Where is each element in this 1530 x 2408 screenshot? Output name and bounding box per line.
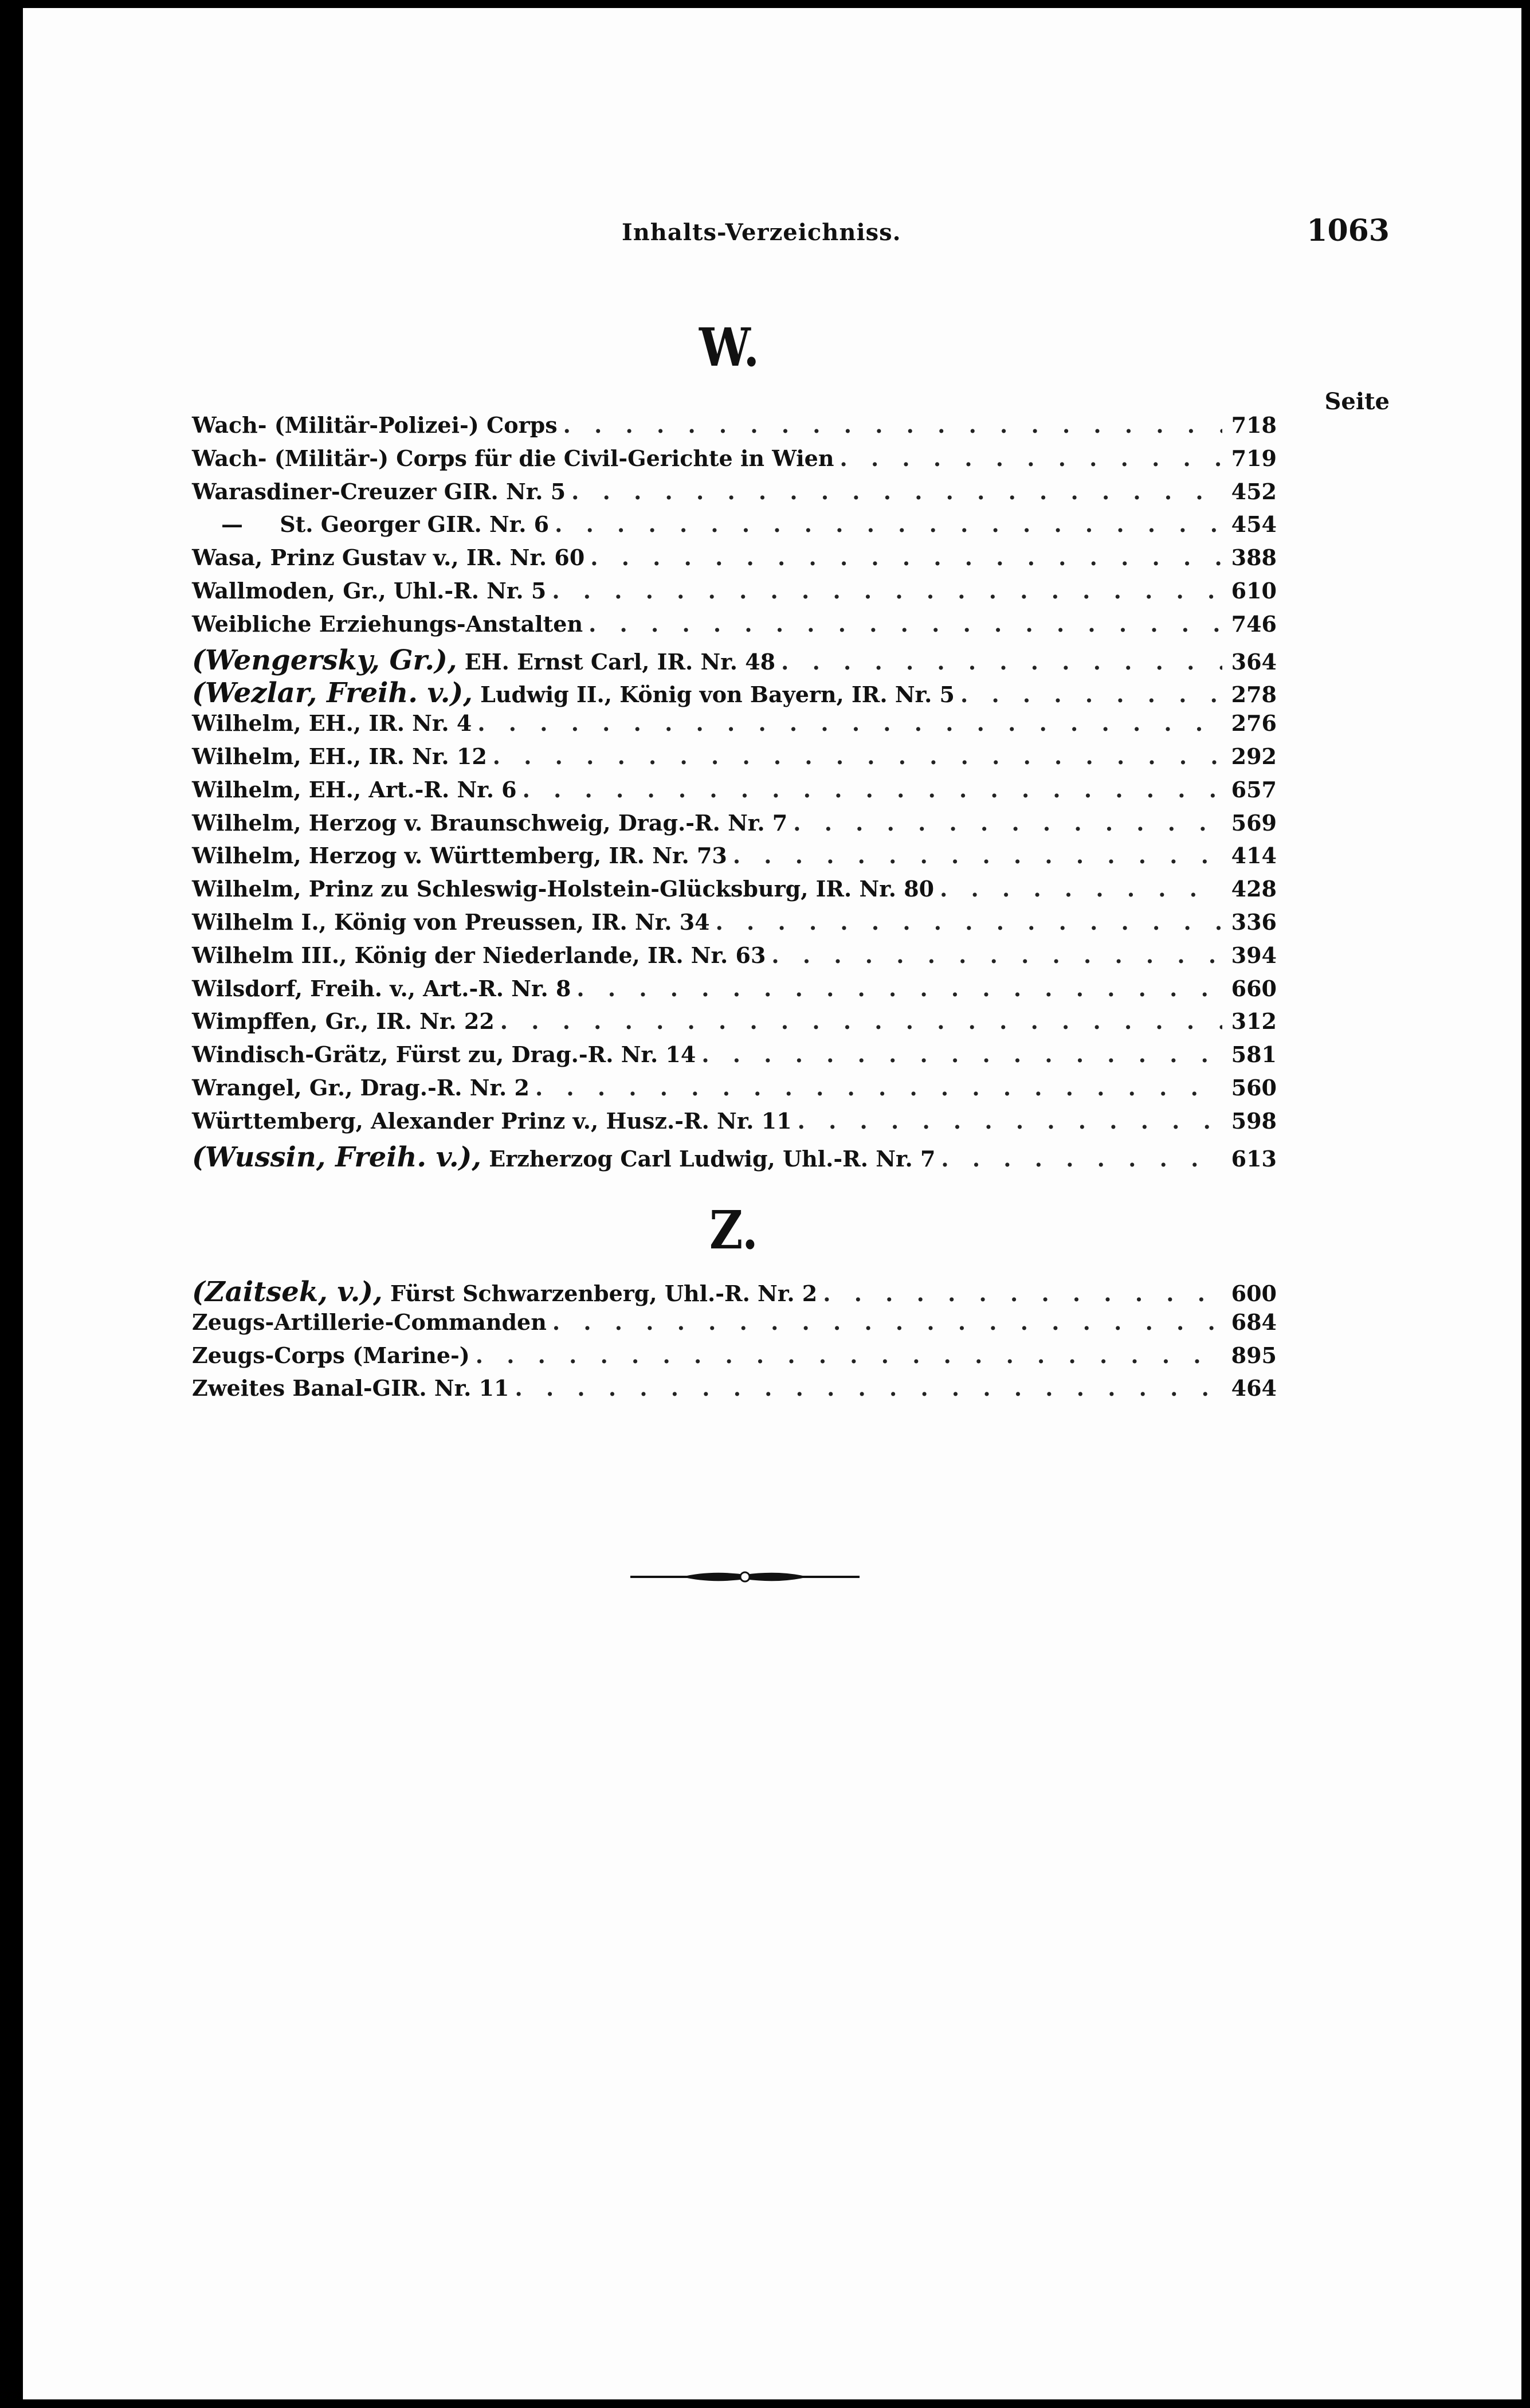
dot-leader	[798, 1108, 1222, 1134]
index-entry	[192, 611, 1277, 644]
ornament-divider	[630, 1568, 860, 1585]
dot-leader	[476, 1342, 1222, 1368]
entry-text	[192, 976, 571, 1001]
entry-page-number: 464	[1231, 1375, 1277, 1401]
index-entry	[192, 479, 1277, 512]
dot-leader	[793, 810, 1222, 836]
index-entry	[192, 942, 1277, 976]
entry-page-number: 581	[1231, 1041, 1277, 1068]
index-entry	[192, 644, 1277, 678]
entry-text	[192, 942, 766, 968]
index-entry	[192, 909, 1277, 942]
entry-text	[192, 677, 955, 709]
entry-title: Wimpffen, Gr., IR. Nr. 22	[192, 1008, 495, 1035]
dot-leader	[941, 1146, 1222, 1172]
book-page	[23, 8, 1521, 2399]
entry-text	[192, 743, 487, 769]
dot-leader	[571, 479, 1222, 504]
column-label-seite: Seite	[1324, 388, 1390, 415]
index-entry	[192, 976, 1277, 1009]
entry-title: Württemberg, Alexander Prinz v., Husz.-R. Nr. 11	[192, 1107, 792, 1134]
entry-page-number: 718	[1231, 412, 1277, 438]
running-title: Inhalts-Verzeichniss.	[622, 219, 901, 246]
dot-leader	[535, 1075, 1222, 1101]
dot-leader	[515, 1375, 1223, 1401]
entry-title: Zeugs-Corps (Marine-)	[192, 1342, 470, 1368]
index-entry	[192, 1075, 1277, 1108]
entry-page-number: 364	[1231, 648, 1277, 675]
dot-leader	[552, 578, 1222, 604]
index-entry	[192, 1108, 1277, 1141]
section-letter-z: Z.	[709, 1199, 758, 1262]
index-entry	[192, 777, 1277, 810]
index-entry	[192, 545, 1277, 578]
index-entry	[192, 1041, 1277, 1075]
entry-page-number: 719	[1231, 445, 1277, 471]
entry-page-number: 414	[1231, 843, 1277, 869]
former-name: (Zaitsek, v.),	[192, 1276, 383, 1308]
entry-title: St. Georger GIR. Nr. 6	[280, 511, 550, 538]
dot-leader	[552, 1309, 1222, 1335]
index-entry	[192, 511, 1277, 545]
entry-page-number: 598	[1231, 1107, 1277, 1134]
index-list-z	[192, 1276, 1277, 1408]
entry-title: Warasdiner-Creuzer GIR. Nr. 5	[192, 478, 566, 504]
entry-text	[192, 611, 583, 637]
entry-title: Zweites Banal-GIR. Nr. 11	[192, 1375, 509, 1401]
index-entry	[192, 843, 1277, 876]
entry-page-number: 428	[1231, 876, 1277, 902]
entry-text	[192, 412, 558, 438]
entry-text	[192, 479, 566, 504]
entry-title: Wasa, Prinz Gustav v., IR. Nr. 60	[192, 545, 585, 571]
entry-page-number: 388	[1231, 545, 1277, 571]
entry-text	[192, 1141, 935, 1173]
section-letter-w: W.	[699, 316, 760, 379]
entry-text	[192, 843, 727, 868]
entry-title: Wilhelm, EH., Art.-R. Nr. 6	[192, 776, 517, 802]
entry-page-number: 336	[1231, 909, 1277, 935]
index-entry	[192, 710, 1277, 743]
dot-leader	[781, 649, 1222, 675]
entry-text	[192, 511, 549, 537]
entry-text	[192, 876, 934, 902]
dot-leader	[589, 611, 1222, 637]
entry-text	[192, 1041, 696, 1067]
index-entry	[192, 876, 1277, 909]
entry-page-number: 452	[1231, 478, 1277, 504]
index-entry	[192, 1309, 1277, 1342]
index-entry	[192, 1342, 1277, 1376]
entry-title: Wilhelm III., König der Niederlande, IR. Nr. 63	[192, 942, 766, 968]
entry-title: Weibliche Erziehungs-Anstalten	[192, 610, 583, 637]
entry-page-number: 610	[1231, 577, 1277, 604]
entry-page-number: 746	[1231, 610, 1277, 637]
entry-page-number: 278	[1231, 682, 1277, 708]
index-entry	[192, 412, 1277, 445]
index-entry	[192, 810, 1277, 843]
index-entry	[192, 1141, 1277, 1174]
dot-leader	[960, 682, 1222, 707]
entry-page-number: 684	[1231, 1309, 1277, 1335]
dot-leader	[590, 545, 1222, 570]
dot-leader	[701, 1041, 1222, 1067]
dot-leader	[716, 909, 1222, 935]
entry-text	[192, 909, 710, 935]
entry-text	[192, 710, 472, 736]
entry-text	[192, 1008, 495, 1034]
index-entry	[192, 1276, 1277, 1309]
dot-leader	[839, 445, 1222, 471]
entry-title: Wilsdorf, Freih. v., Art.-R. Nr. 8	[192, 975, 571, 1001]
dot-leader	[563, 412, 1222, 438]
entry-text	[192, 578, 546, 604]
index-entry	[192, 1008, 1277, 1041]
entry-page-number: 276	[1231, 710, 1277, 737]
entry-page-number: 600	[1231, 1281, 1277, 1306]
entry-text	[192, 1276, 817, 1308]
index-entry	[192, 578, 1277, 611]
entry-title: Erzherzog Carl Ludwig, Uhl.-R. Nr. 7	[489, 1145, 936, 1172]
dot-leader	[576, 976, 1222, 1001]
entry-title: Wach- (Militär-) Corps für die Civil-Gerichte in Wien	[192, 445, 834, 471]
entry-page-number: 613	[1231, 1145, 1277, 1172]
dot-leader	[500, 1008, 1222, 1034]
entry-page-number: 394	[1231, 942, 1277, 968]
entry-title: Wilhelm I., König von Preussen, IR. Nr. 34	[192, 909, 710, 935]
dot-leader	[733, 843, 1222, 868]
entry-text	[192, 1342, 470, 1368]
dot-leader	[823, 1281, 1222, 1306]
entry-title: Wilhelm, Herzog v. Württemberg, IR. Nr. 73	[192, 843, 727, 869]
entry-text	[192, 545, 584, 570]
entry-title: Fürst Schwarzenberg, Uhl.-R. Nr. 2	[390, 1281, 818, 1306]
entry-title: Ludwig II., König von Bayern, IR. Nr. 5	[480, 682, 955, 708]
entry-text	[192, 1108, 792, 1134]
entry-title: Wilhelm, EH., IR. Nr. 4	[192, 710, 472, 737]
entry-text	[192, 1309, 547, 1335]
entry-title: EH. Ernst Carl, IR. Nr. 48	[464, 648, 776, 675]
entry-page-number: 292	[1231, 743, 1277, 769]
index-entry	[192, 1375, 1277, 1408]
entry-text	[192, 445, 834, 471]
entry-page-number: 660	[1231, 975, 1277, 1001]
entry-title: Wilhelm, Herzog v. Braunschweig, Drag.-R. Nr. 7	[192, 809, 788, 836]
dot-leader	[523, 777, 1222, 802]
entry-text	[192, 777, 517, 802]
entry-text	[192, 644, 775, 676]
dot-leader	[555, 511, 1222, 537]
entry-title: Wallmoden, Gr., Uhl.-R. Nr. 5	[192, 577, 547, 604]
index-entry	[192, 743, 1277, 777]
ditto-dash: —	[221, 511, 243, 538]
index-list-w	[192, 412, 1277, 1174]
entry-title: Windisch-Grätz, Fürst zu, Drag.-R. Nr. 14	[192, 1041, 696, 1068]
dot-leader	[771, 942, 1222, 968]
dot-leader	[493, 743, 1222, 769]
entry-title: Wrangel, Gr., Drag.-R. Nr. 2	[192, 1074, 529, 1101]
entry-title: Wach- (Militär-Polizei-) Corps	[192, 412, 558, 438]
page-number: 1063	[1307, 213, 1390, 248]
entry-page-number: 657	[1231, 776, 1277, 802]
former-name: (Wezlar, Freih. v.),	[192, 677, 473, 710]
entry-page-number: 454	[1231, 511, 1277, 538]
entry-page-number: 569	[1231, 809, 1277, 836]
entry-title: Wilhelm, Prinz zu Schleswig-Holstein-Glücksburg, IR. Nr. 80	[192, 876, 935, 902]
dot-leader	[940, 876, 1222, 902]
entry-page-number: 895	[1231, 1342, 1277, 1368]
index-entry	[192, 677, 1277, 710]
former-name: (Wengersky, Gr.),	[192, 644, 457, 676]
entry-title: Zeugs-Artillerie-Commanden	[192, 1309, 547, 1335]
entry-text	[192, 1375, 509, 1401]
entry-title: Wilhelm, EH., IR. Nr. 12	[192, 743, 487, 769]
entry-text	[192, 810, 787, 836]
entry-text	[192, 1075, 529, 1101]
dot-leader	[477, 710, 1222, 736]
entry-page-number: 560	[1231, 1074, 1277, 1101]
former-name: (Wussin, Freih. v.),	[192, 1141, 481, 1173]
entry-page-number: 312	[1231, 1008, 1277, 1035]
index-entry	[192, 445, 1277, 479]
